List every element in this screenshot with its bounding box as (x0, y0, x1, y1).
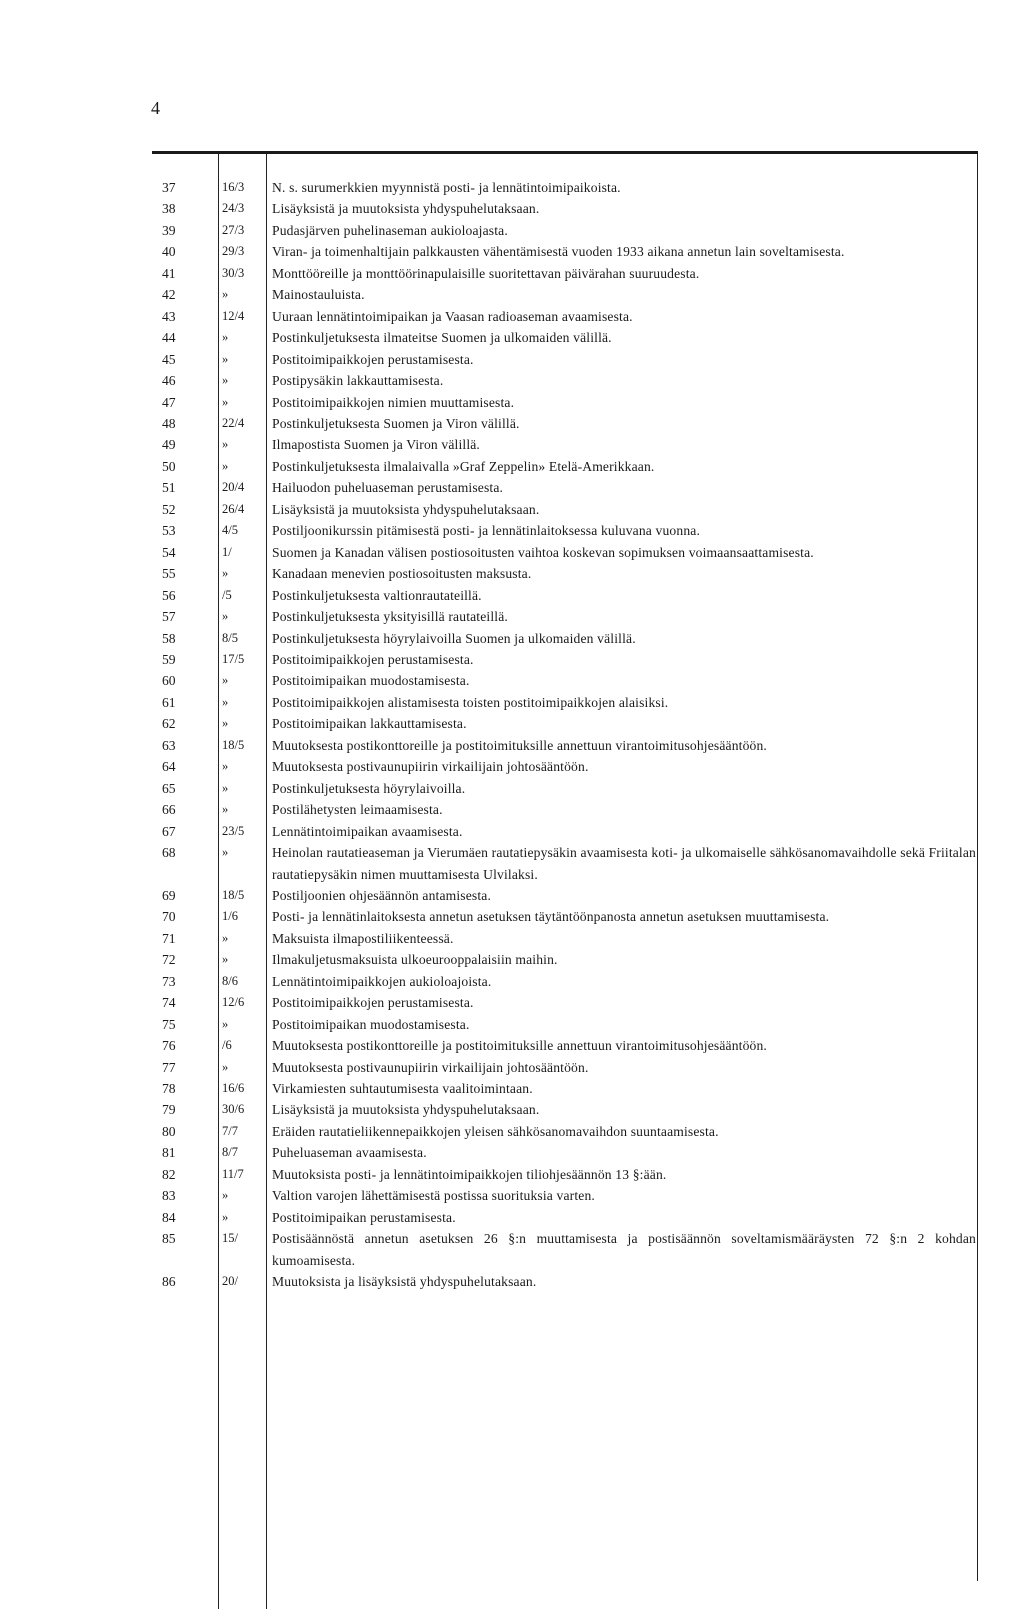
entry-title: Postinkuljetuksesta ilmalaivalla »Graf Zeppelin» Etelä-Amerikkaan. (272, 458, 655, 474)
entry-title: Postinkuljetuksesta valtionrautateillä. (272, 587, 482, 603)
entry-number: 63 (162, 737, 176, 753)
entry-title: Virkamiesten suhtautumisesta vaalitoimintaan. (272, 1081, 533, 1097)
entry-date: » (222, 845, 229, 860)
table-row (152, 735, 978, 756)
entry-number: 71 (162, 930, 176, 946)
entry-title: Mainostauluista. (272, 287, 365, 303)
entry-number: 58 (162, 630, 176, 646)
entry-number: 80 (162, 1123, 176, 1139)
table-row (152, 799, 978, 820)
table-row (152, 628, 978, 649)
entry-date: » (222, 694, 229, 709)
entry-title: Puheluaseman avaamisesta. (272, 1145, 427, 1161)
entry-title: Muutoksesta postikonttoreille ja postitoimituksille annettuun virantoimitusohjesääntöön. (272, 737, 767, 753)
table-row (152, 327, 978, 348)
entry-date: » (222, 609, 229, 624)
entry-title: Lisäyksistä ja muutoksista yhdyspuhelutaksaan. (272, 201, 540, 217)
entry-number: 72 (162, 952, 176, 968)
entry-date: 27/3 (222, 222, 245, 237)
entry-date: 1/ (222, 544, 232, 559)
entry-title: Muutoksista ja lisäyksistä yhdyspuhelutaksaan. (272, 1274, 537, 1290)
table-row (152, 1142, 978, 1163)
entry-title: Postinkuljetuksesta höyrylaivoilla. (272, 780, 466, 796)
table-row (152, 177, 978, 198)
entry-title: Valtion varojen lähettämisestä postissa suorituksia varten. (272, 1188, 595, 1204)
entry-number: 50 (162, 458, 176, 474)
table-row (152, 949, 978, 970)
entry-title: Postitoimipaikan muodostamisesta. (272, 1016, 470, 1032)
entry-date: » (222, 330, 229, 345)
entry-date: » (222, 437, 229, 452)
entry-number: 57 (162, 609, 176, 625)
table-row (152, 1164, 978, 1185)
entry-date: » (222, 373, 229, 388)
entry-title: Postiljoonien ohjesäännön antamisesta. (272, 887, 492, 903)
entry-title: Lennätintoimipaikkojen aukioloajoista. (272, 973, 492, 989)
table-row (152, 1035, 978, 1056)
table-row (152, 1271, 978, 1292)
entry-date: 18/5 (222, 737, 245, 752)
table-row (152, 585, 978, 606)
entry-title: Eräiden rautatieliikennepaikkojen yleisen sähkösanomavaihdon suuntaamisesta. (272, 1123, 719, 1139)
table-row (152, 971, 978, 992)
entry-date: » (222, 458, 229, 473)
table-row (152, 284, 978, 305)
entry-number: 86 (162, 1274, 176, 1290)
entry-date: 16/6 (222, 1081, 245, 1096)
entry-date: 20/ (222, 1274, 238, 1289)
entry-title: Maksuista ilmapostiliikenteessä. (272, 930, 454, 946)
entry-number: 73 (162, 973, 176, 989)
entry-title: Pudasjärven puhelinaseman aukioloajasta. (272, 222, 508, 238)
entry-number: 82 (162, 1166, 176, 1182)
table-row (152, 456, 978, 477)
entry-number: 43 (162, 308, 176, 324)
table-row (152, 821, 978, 842)
entry-title: Postinkuljetuksesta Suomen ja Viron välillä. (272, 415, 520, 431)
entry-title: Lennätintoimipaikan avaamisesta. (272, 823, 463, 839)
entry-number: 52 (162, 501, 176, 517)
entry-title: Postiljoonikurssin pitämisestä posti- ja lennätinlaitoksessa kuluvana vuonna. (272, 523, 700, 539)
entry-title: Postilähetysten leimaamisesta. (272, 802, 443, 818)
entry-date: » (222, 351, 229, 366)
entry-number: 39 (162, 222, 176, 238)
entry-date: 22/4 (222, 415, 245, 430)
table-row (152, 1014, 978, 1035)
table-row (152, 842, 978, 885)
entry-date: » (222, 566, 229, 581)
entry-number: 46 (162, 373, 176, 389)
table-row (152, 1057, 978, 1078)
table-row (152, 1099, 978, 1120)
entry-date: 12/4 (222, 308, 245, 323)
table-row (152, 670, 978, 691)
table-row (152, 928, 978, 949)
entry-number: 70 (162, 909, 176, 925)
entry-title: Postitoimipaikkojen perustamisesta. (272, 351, 474, 367)
entry-date: /6 (222, 1038, 232, 1053)
entry-title: Viran- ja toimenhaltijain palkkausten vähentämisestä vuoden 1933 aikana annetun lain soveltamisesta. (272, 244, 845, 260)
entry-title: Lisäyksistä ja muutoksista yhdyspuhelutaksaan. (272, 1102, 540, 1118)
entry-date: 8/6 (222, 973, 238, 988)
entry-number: 62 (162, 716, 176, 732)
entry-title: Postisäännöstä annetun asetuksen 26 §:n muuttamisesta ja postisäännön soveltamismääräysten 72 §:n 2 kohdan kumoamisesta. (272, 1231, 976, 1268)
table-row (152, 306, 978, 327)
entry-date: » (222, 780, 229, 795)
entry-title: Postitoimipaikkojen perustamisesta. (272, 651, 474, 667)
entry-title: Postipysäkin lakkauttamisesta. (272, 373, 444, 389)
entry-number: 64 (162, 759, 176, 775)
entry-number: 65 (162, 780, 176, 796)
entry-title: Postitoimipaikkojen nimien muuttamisesta. (272, 394, 515, 410)
table-row (152, 198, 978, 219)
entry-date: » (222, 1209, 229, 1224)
entry-number: 85 (162, 1231, 176, 1247)
table-row (152, 606, 978, 627)
table-row (152, 1078, 978, 1099)
entry-title: Muutoksesta postivaunupiirin virkailijain johtosääntöön. (272, 759, 589, 775)
table-row (152, 756, 978, 777)
table-row (152, 778, 978, 799)
entry-date: 7/7 (222, 1123, 238, 1138)
entry-number: 74 (162, 995, 176, 1011)
entry-title: Postitoimipaikkojen alistamisesta toisten postitoimipaikkojen alaisiksi. (272, 694, 669, 710)
entry-date: » (222, 1188, 229, 1203)
table-row (152, 1121, 978, 1142)
table-row (152, 413, 978, 434)
circular-index-table (152, 177, 978, 1293)
entry-number: 83 (162, 1188, 176, 1204)
entry-number: 44 (162, 330, 176, 346)
top-rule (152, 151, 978, 154)
table-row (152, 220, 978, 241)
table-row (152, 563, 978, 584)
entry-date: 16/3 (222, 180, 245, 194)
entry-date: 23/5 (222, 823, 245, 838)
entry-date: /5 (222, 587, 232, 602)
entry-title: Lisäyksistä ja muutoksista yhdyspuhelutaksaan. (272, 501, 540, 517)
table-row (152, 1185, 978, 1206)
table-row (152, 477, 978, 498)
entry-title: Postitoimipaikan muodostamisesta. (272, 673, 470, 689)
entry-number: 81 (162, 1145, 176, 1161)
entry-number: 45 (162, 351, 176, 367)
entry-number: 75 (162, 1016, 176, 1032)
entry-title: Postinkuljetuksesta ilmateitse Suomen ja ulkomaiden välillä. (272, 330, 612, 346)
entry-date: 24/3 (222, 201, 245, 216)
entry-date: » (222, 1016, 229, 1031)
table-row (152, 542, 978, 563)
entry-number: 49 (162, 437, 176, 453)
entry-date: » (222, 716, 229, 731)
entry-number: 38 (162, 201, 176, 217)
entry-title: Kanadaan menevien postiosoitusten maksusta. (272, 566, 532, 582)
entry-date: 26/4 (222, 501, 245, 516)
entry-date: 11/7 (222, 1166, 244, 1181)
entry-number: 51 (162, 480, 176, 496)
table-row (152, 499, 978, 520)
table-row (152, 434, 978, 455)
entry-number: 54 (162, 544, 176, 560)
entry-date: 29/3 (222, 244, 245, 259)
table-row (152, 370, 978, 391)
table-row (152, 1207, 978, 1228)
entry-number: 76 (162, 1038, 176, 1054)
entry-number: 66 (162, 802, 176, 818)
entry-number: 61 (162, 694, 176, 710)
entry-date: 15/ (222, 1231, 238, 1246)
entry-date: » (222, 930, 229, 945)
entry-date: 17/5 (222, 651, 245, 666)
entry-number: 68 (162, 845, 176, 861)
entry-date: 18/5 (222, 887, 245, 902)
entry-date: 1/6 (222, 909, 238, 924)
entry-title: Hailuodon puheluaseman perustamisesta. (272, 480, 504, 496)
entry-number: 41 (162, 265, 176, 281)
entry-date: 4/5 (222, 523, 238, 538)
entry-number: 69 (162, 887, 176, 903)
table-row (152, 992, 978, 1013)
entry-number: 40 (162, 244, 176, 260)
table-row (152, 649, 978, 670)
entry-date: » (222, 952, 229, 967)
entry-date: 30/3 (222, 265, 245, 280)
entry-date: 12/6 (222, 995, 245, 1010)
entry-date: » (222, 287, 229, 302)
table-row (152, 906, 978, 927)
entry-number: 60 (162, 673, 176, 689)
entry-number: 84 (162, 1209, 176, 1225)
table-row (152, 713, 978, 734)
entry-date: » (222, 673, 229, 688)
entry-title: Postitoimipaikkojen perustamisesta. (272, 995, 474, 1011)
entry-date: 20/4 (222, 480, 245, 495)
entry-title: Muutoksesta postikonttoreille ja postitoimituksille annettuun virantoimitusohjesääntöön. (272, 1038, 767, 1054)
entry-title: Heinolan rautatieaseman ja Vierumäen rautatiepysäkin avaamisesta koti- ja ulkomaiselle sähkösanomavaihdolle sekä Friitalan rautatiepysäkin nimen muuttamisesta Ulvilaksi. (272, 845, 976, 882)
entry-number: 79 (162, 1102, 176, 1118)
entry-title: Postinkuljetuksesta höyrylaivoilla Suomen ja ulkomaiden välillä. (272, 630, 636, 646)
table-row (152, 1228, 978, 1271)
entry-title: N. s. surumerkkien myynnistä posti- ja lennätintoimipaikoista. (272, 180, 621, 195)
entry-date: 30/6 (222, 1102, 245, 1117)
entry-number: 55 (162, 566, 176, 582)
table-row (152, 392, 978, 413)
entry-title: Muutoksesta postivaunupiirin virkailijain johtosääntöön. (272, 1059, 589, 1075)
entry-number: 48 (162, 415, 176, 431)
entry-title: Monttööreille ja monttöörinapulaisille suoritettavan päivärahan suuruudesta. (272, 265, 700, 281)
entry-title: Suomen ja Kanadan välisen postiosoitusten vaihtoa koskevan sopimuksen voimaansaattamisesta. (272, 544, 814, 560)
entry-number: 77 (162, 1059, 176, 1075)
table-row (152, 692, 978, 713)
entry-date: » (222, 1059, 229, 1074)
entry-title: Ilmakuljetusmaksuista ulkoeurooppalaisiin maihin. (272, 952, 558, 968)
entry-title: Muutoksista posti- ja lennätintoimipaikkojen tiliohjesäännön 13 §:ään. (272, 1166, 667, 1182)
entry-number: 37 (162, 180, 176, 195)
table-row (152, 241, 978, 262)
entry-date: » (222, 394, 229, 409)
entry-title: Uuraan lennätintoimipaikan ja Vaasan radioaseman avaamisesta. (272, 308, 633, 324)
entry-date: » (222, 759, 229, 774)
table-row (152, 885, 978, 906)
entry-number: 47 (162, 394, 176, 410)
entry-number: 42 (162, 287, 176, 303)
entry-date: 8/7 (222, 1145, 238, 1160)
entry-number: 53 (162, 523, 176, 539)
entry-number: 56 (162, 587, 176, 603)
entry-number: 59 (162, 651, 176, 667)
entry-title: Postinkuljetuksesta yksityisillä rautateillä. (272, 609, 508, 625)
entry-title: Ilmapostista Suomen ja Viron välillä. (272, 437, 480, 453)
table-row (152, 520, 978, 541)
entry-title: Postitoimipaikan lakkauttamisesta. (272, 716, 467, 732)
entry-number: 67 (162, 823, 176, 839)
entry-title: Postitoimipaikan perustamisesta. (272, 1209, 456, 1225)
entry-date: » (222, 802, 229, 817)
page-number: 4 (151, 98, 160, 118)
entry-title: Posti- ja lennätinlaitoksesta annetun asetuksen täytäntöönpanosta annetun asetuksen muuttamisesta. (272, 909, 830, 925)
table-row (152, 263, 978, 284)
table-row (152, 349, 978, 370)
entry-number: 78 (162, 1081, 176, 1097)
entry-date: 8/5 (222, 630, 238, 645)
